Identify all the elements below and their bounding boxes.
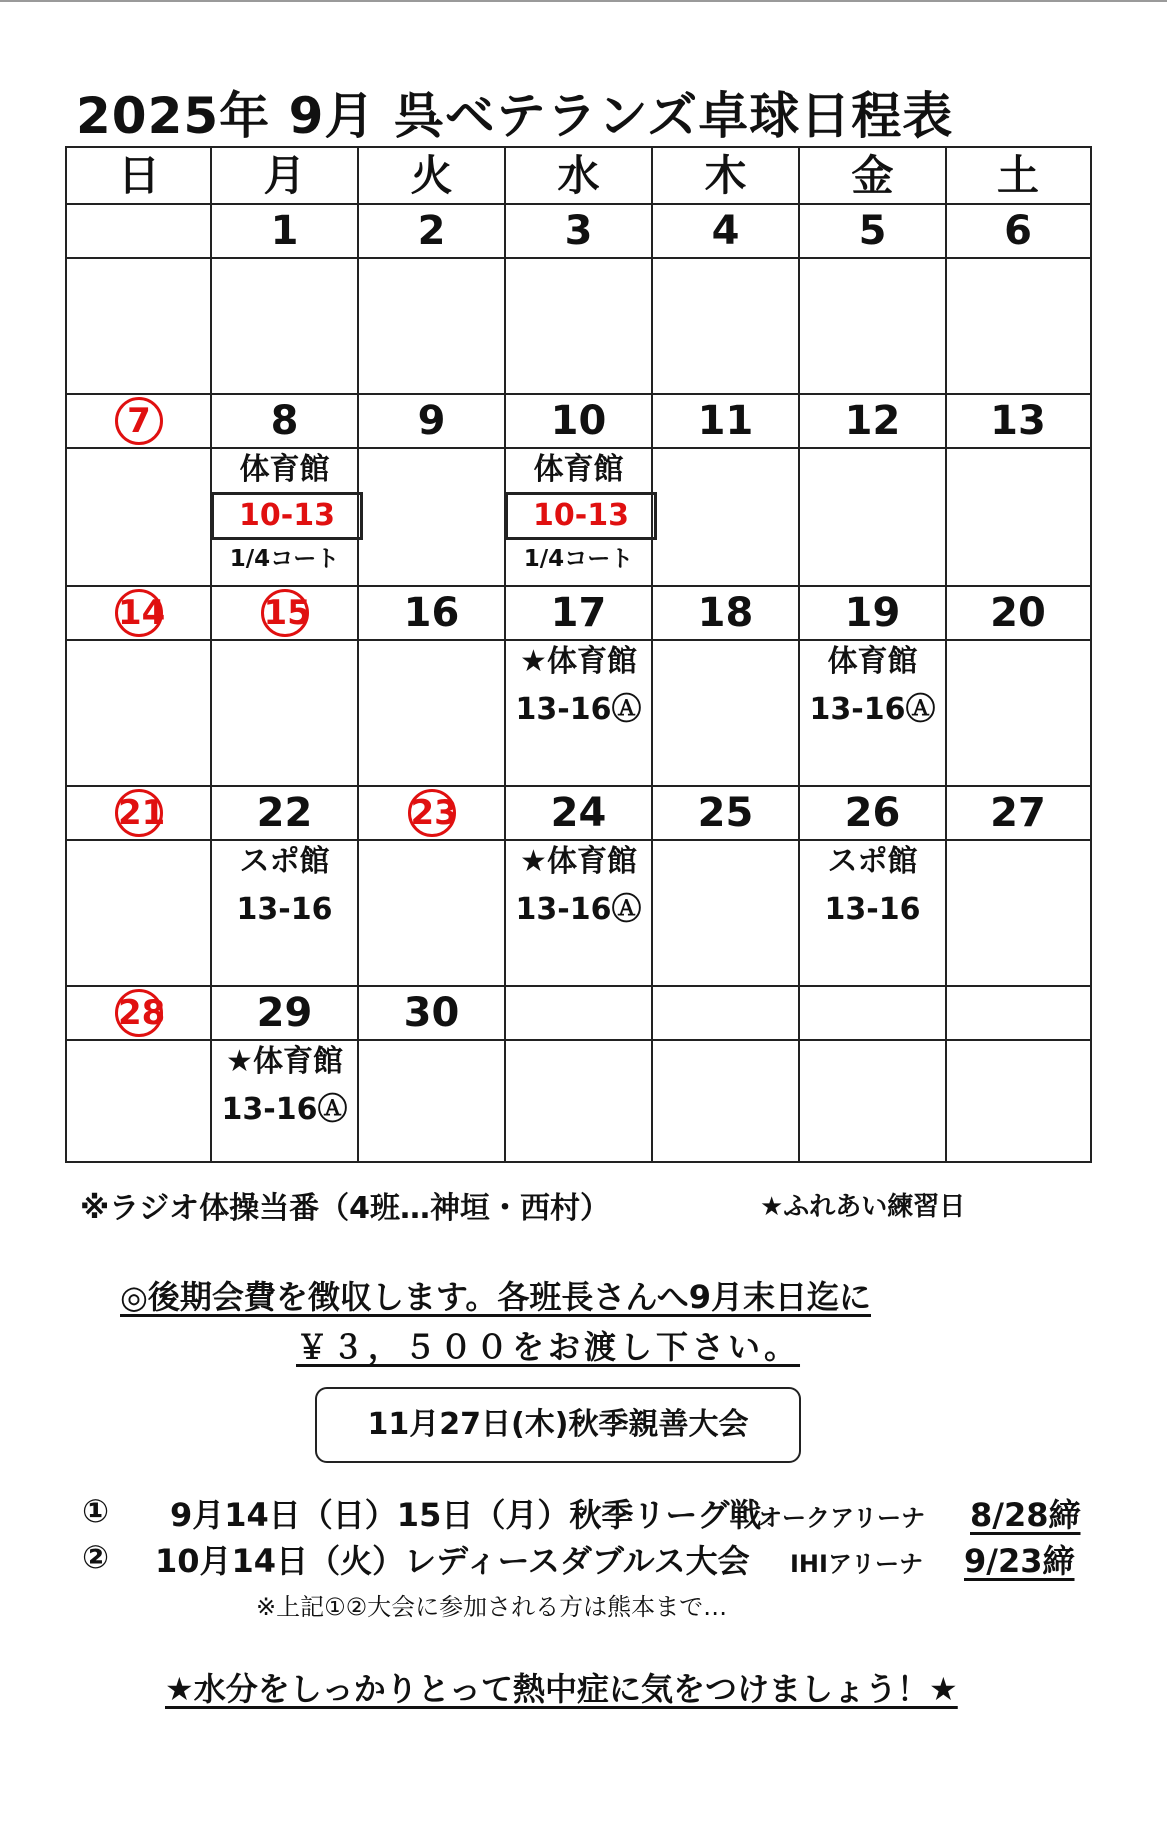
page-title: 2025年 9月 呉ベテランズ卓球日程表 xyxy=(76,87,954,145)
date-number xyxy=(67,786,211,840)
date-number: 2 xyxy=(417,208,446,254)
event-cell xyxy=(211,450,358,586)
event-cell xyxy=(505,642,652,786)
date-number: 17 xyxy=(550,590,607,636)
event-venue: ★体育館 xyxy=(520,644,637,679)
item1-number: ① xyxy=(82,1492,110,1530)
date-number: 25 xyxy=(697,790,754,836)
event-cell xyxy=(505,842,652,986)
weekday-header: 月 xyxy=(263,151,306,200)
event-venue: 体育館 xyxy=(239,452,330,487)
event-cell xyxy=(505,450,652,586)
weekday-header: 土 xyxy=(996,151,1039,200)
weekday-header: 金 xyxy=(851,151,894,200)
date-number: 19 xyxy=(844,590,901,636)
weekday-header: 水 xyxy=(557,151,600,200)
date-number: 27 xyxy=(990,790,1046,836)
holiday-date-circle: 23 xyxy=(408,789,456,837)
item1-venue: オークアリーナ xyxy=(758,1504,926,1532)
date-number: 9 xyxy=(417,398,446,444)
date-number: 4 xyxy=(711,208,740,254)
date-number: 29 xyxy=(256,990,313,1036)
date-number xyxy=(211,586,358,640)
date-number xyxy=(67,394,211,448)
date-number: 3 xyxy=(564,208,593,254)
date-number: 20 xyxy=(990,590,1046,636)
date-number: 30 xyxy=(403,990,460,1036)
date-number: 18 xyxy=(697,590,754,636)
event-venue: スポ館 xyxy=(239,844,330,879)
item2-venue: IHIアリーナ xyxy=(790,1550,923,1578)
item2-deadline: 9/23締 xyxy=(964,1542,1075,1580)
event-venue: ★体育館 xyxy=(520,844,637,879)
date-number: 6 xyxy=(1004,208,1032,254)
event-cell xyxy=(799,842,946,986)
contact-note: ※上記①②大会に参加される方は熊本まで… xyxy=(256,1593,728,1621)
holiday-date-circle: 15 xyxy=(261,589,309,637)
event-time: 13-16Ⓐ xyxy=(515,692,642,727)
item2-number: ② xyxy=(82,1538,110,1576)
holiday-date-circle: 14 xyxy=(115,589,163,637)
date-number: 5 xyxy=(858,208,887,254)
date-number xyxy=(67,586,211,640)
event-cell xyxy=(799,642,946,786)
event-venue: スポ館 xyxy=(827,844,918,879)
radio-duty-note: ※ラジオ体操当番（4班…神垣・西村） xyxy=(80,1191,611,1226)
event-time: 13-16 xyxy=(236,892,333,927)
fee-notice-line2: ￥３，５００をお渡し下さい。 xyxy=(296,1328,801,1366)
date-number: 8 xyxy=(270,398,299,444)
item2-text: 10月14日（火）レディースダブルス大会 xyxy=(155,1542,750,1580)
event-court: 1/4コート xyxy=(523,546,634,572)
event-venue: 体育館 xyxy=(827,644,918,679)
item1-deadline: 8/28締 xyxy=(970,1496,1081,1534)
date-number: 10 xyxy=(550,398,607,444)
date-number: 12 xyxy=(844,398,901,444)
event-time: 13-16Ⓐ xyxy=(515,892,642,927)
event-time-boxed: 10-13 xyxy=(211,492,363,540)
event-cell xyxy=(211,842,358,986)
heatstroke-warning: ★水分をしっかりとって熱中症に気をつけましょう！★ xyxy=(165,1670,958,1708)
weekday-header: 日 xyxy=(117,151,160,200)
holiday-date-circle: 28 xyxy=(115,989,163,1037)
date-number: 13 xyxy=(990,398,1046,444)
date-number: 26 xyxy=(844,790,901,836)
event-venue: ★体育館 xyxy=(226,1044,343,1079)
weekday-header: 火 xyxy=(410,151,453,200)
autumn-tournament-box: 11月27日(木)秋季親善大会 xyxy=(315,1387,801,1463)
date-number: 1 xyxy=(270,208,299,254)
event-venue: 体育館 xyxy=(533,452,624,487)
fee-notice-line1: ◎後期会費を徴収します。各班長さんへ9月末日迄に xyxy=(120,1278,871,1316)
date-number: 11 xyxy=(697,398,754,444)
event-time-boxed: 10-13 xyxy=(505,492,657,540)
date-number xyxy=(358,786,505,840)
event-court: 1/4コート xyxy=(229,546,340,572)
date-number: 16 xyxy=(403,590,460,636)
date-number: 24 xyxy=(550,790,607,836)
page-top-border xyxy=(0,0,1167,2)
date-number: 22 xyxy=(256,790,313,836)
holiday-date-circle: 21 xyxy=(115,789,163,837)
fureai-legend: ★ふれあい練習日 xyxy=(760,1192,966,1222)
date-number xyxy=(67,986,211,1040)
calendar-grid xyxy=(65,146,1092,1163)
weekday-header: 木 xyxy=(704,151,747,200)
event-time: 13-16 xyxy=(824,892,921,927)
holiday-date-circle: 7 xyxy=(115,397,163,445)
item1-text: 9月14日（日）15日（月）秋季リーグ戦 xyxy=(170,1496,762,1534)
event-cell xyxy=(211,1042,358,1161)
event-time: 13-16Ⓐ xyxy=(221,1092,348,1127)
event-time: 13-16Ⓐ xyxy=(809,692,936,727)
